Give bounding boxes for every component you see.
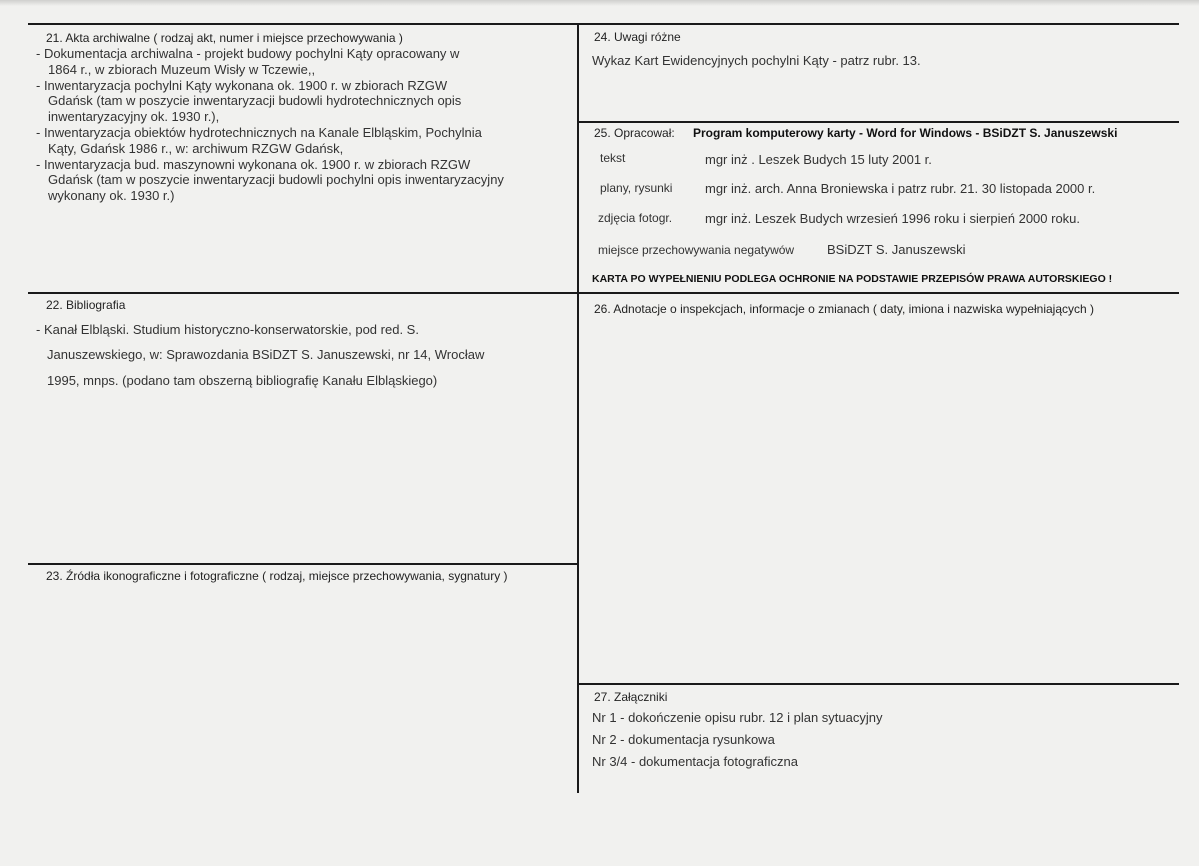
miejsce-value: BSiDZT S. Januszewski [827,242,966,257]
rule-top [28,23,1179,25]
s21-line: 1864 r., w zbiorach Muzeum Wisły w Tczewie,, [48,61,316,77]
s21-line: wykonany ok. 1930 r.) [48,188,175,204]
s21-line: - Inwentaryzacja pochylni Kąty wykonana ok. 1900 r. w zbiorach RZGW [36,77,448,93]
column-divider [577,23,579,793]
section-24-text: Wykaz Kart Ewidencyjnych pochylni Kąty - patrz rubr. 13. [592,53,921,68]
s21-line: Gdańsk (tam w poszycie inwentaryzacji budowli pochylni opis inwentaryzacyjny [48,172,504,188]
s22-line: 1995, mnps. (podano tam obszerną bibliografię Kanału Elbląskiego) [47,373,438,388]
zdjecia-value: mgr inż. Leszek Budych wrzesień 1996 roku i sierpień 2000 roku. [705,211,1081,226]
rule-s26-bottom [578,683,1179,685]
rule-s21-bottom [28,292,1179,294]
attachment-item: Nr 3/4 - dokumentacja fotograficzna [592,754,798,769]
s21-line: - Dokumentacja archiwalna - projekt budowy pochylni Kąty opracowany w [36,46,460,61]
s21-line: - Inwentaryzacja obiektów hydrotechnicznych na Kanale Elbląskim, Pochylnia [36,124,482,140]
section-21-body [36,46,504,204]
section-25-title: 25. Opracował: [594,126,675,140]
attachment-item: Nr 2 - dokumentacja rysunkowa [592,732,775,747]
miejsce-label: miejsce przechowywania negatywów [598,243,795,257]
section-22-title: 22. Bibliografia [46,298,126,312]
plany-label: plany, rysunki [600,181,673,195]
section-26-title: 26. Adnotacje o inspekcjach, informacje o zmianach ( daty, imiona i nazwiska wypełniających ) [594,302,1095,316]
rule-s24-bottom [578,121,1179,123]
s21-line: - Inwentaryzacja bud. maszynowni wykonana ok. 1900 r. w zbiorach RZGW [36,156,471,172]
attachment-item: Nr 1 - dokończenie opisu rubr. 12 i plan sytuacyjny [592,710,883,725]
rule-s22-bottom [28,563,578,565]
s21-line: inwentaryzacyjny ok. 1930 r.), [48,109,220,125]
plany-value: mgr inż. arch. Anna Broniewska i patrz rubr. 21. 30 listopada 2000 r. [705,181,1096,196]
s21-line: Kąty, Gdańsk 1986 r., w: archiwum RZGW Gdańsk, [48,140,344,156]
s22-line: - Kanał Elbląski. Studium historyczno-konserwatorskie, pod red. S. [36,322,419,337]
s22-line: Januszewskiego, w: Sprawozdania BSiDZT S. Januszewski, nr 14, Wrocław [47,347,485,362]
section-23-title: 23. Źródła ikonograficzne i fotograficzne ( rodzaj, miejsce przechowywania, sygnatury ) [46,569,508,583]
copyright-notice: KARTA PO WYPEŁNIENIU PODLEGA OCHRONIE NA PODSTAWIE PRZEPISÓW PRAWA AUTORSKIEGO ! [592,273,1113,285]
tekst-label: tekst [600,151,626,165]
section-27-title: 27. Załączniki [594,690,668,704]
page-top-edge [0,0,1199,6]
s21-line: Gdańsk (tam w poszycie inwentaryzacji budowli hydrotechnicznych opis [48,93,462,109]
zdjecia-label: zdjęcia fotogr. [598,211,673,225]
section-24-title: 24. Uwagi różne [594,30,681,44]
tekst-value: mgr inż . Leszek Budych 15 luty 2001 r. [705,152,932,167]
section-21-title: 21. Akta archiwalne ( rodzaj akt, numer i miejsce przechowywania ) [46,31,403,45]
section-25-program: Program komputerowy karty - Word for Windows - BSiDZT S. Januszewski [693,126,1118,140]
